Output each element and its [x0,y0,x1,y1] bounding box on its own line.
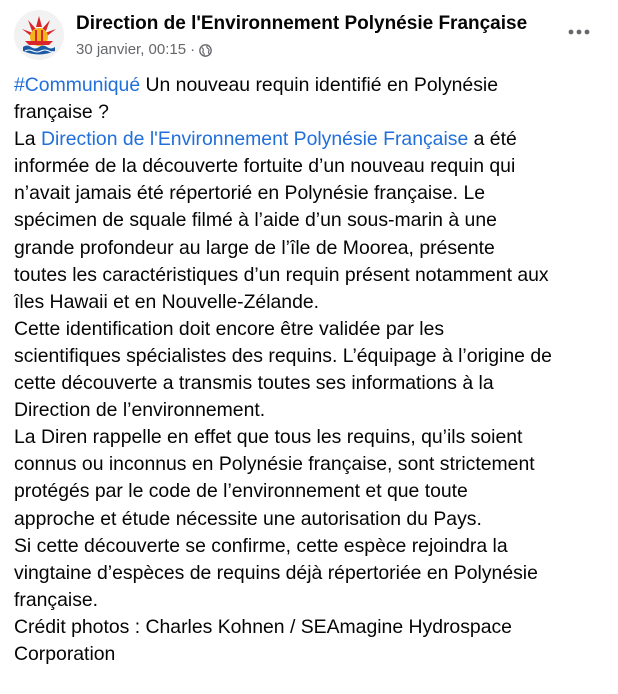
post-timestamp[interactable]: 30 janvier, 00:15 [76,41,187,58]
post-line: protégés par le code de l’environnement et que toute [14,480,468,503]
post-line: connus ou inconnus en Polynésie française, sont strictement [14,453,535,476]
post-line: Cette identification doit encore être validée par les [14,317,445,340]
post-line: Si cette découverte se confirme, cette espèce rejoindra la [14,534,508,557]
more-options-icon[interactable] [564,20,594,44]
post-line: française ? [14,101,109,124]
post-line: scientifiques spécialistes des requins. L’équipage à l’origine de [14,344,552,367]
post-text: a été [468,128,517,151]
post-line: informée de la découverte fortuite d’un nouveau requin qui [14,155,516,178]
post-line: approche et étude nécessite une autorisation du Pays. [14,507,482,530]
post-line: vingtaine d’espèces de requins déjà répertoriée en Polynésie [14,561,538,584]
post-line: toutes les caractéristiques d’un requin présent notamment aux [14,263,549,286]
post-header [14,10,604,62]
post-line: cette découverte a transmis toutes ses informations à la [14,372,494,395]
hashtag-link[interactable]: #Communiqué [14,74,141,96]
post-line: n’avait jamais été répertorié en Polynésie française. Le [14,182,486,205]
page-avatar[interactable] [14,10,64,60]
post-line: française. [14,588,99,611]
polynesia-crest-logo [14,10,64,60]
post-body [14,72,608,668]
post-text: Un nouveau requin identifié en Polynésie [140,74,499,96]
post-line: grande profondeur au large de l’île de Moorea, présente [14,236,495,259]
post-line: spécimen de squale filmé à l’aide d’un sous-marin à une [14,209,497,232]
globe-icon[interactable] [199,44,212,57]
post-line: La Diren rappelle en effet que tous les requins, qu’ils soient [14,426,523,449]
page-mention-link[interactable]: Direction de l'Environnement Polynésie Française [40,128,469,151]
post-line: îles Hawaii et en Nouvelle-Zélande. [14,290,320,313]
post-line [14,126,608,153]
post-line: Direction de l’environnement. [14,399,266,422]
post-line [14,72,608,99]
post-meta [76,41,212,58]
post-line: Corporation [14,642,116,665]
post-line: Crédit photos : Charles Kohnen / SEAmagine Hydrospace [14,615,512,638]
post-text: La [14,128,41,151]
page-name-link[interactable]: Direction de l'Environnement Polynésie Française [76,13,528,34]
meta-separator: · [190,41,196,58]
